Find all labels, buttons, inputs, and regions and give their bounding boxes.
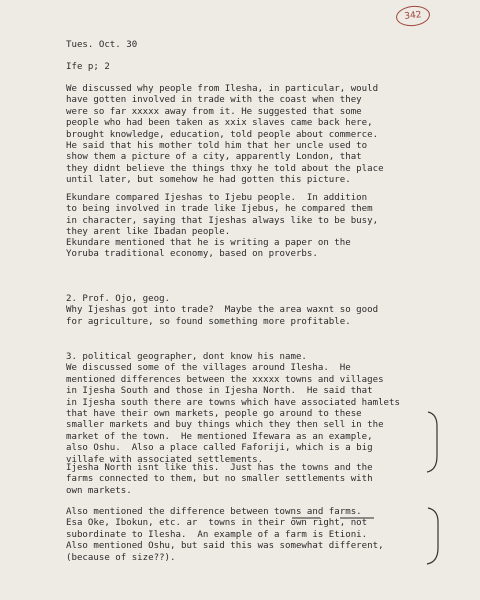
underline-towns-farms: [290, 517, 380, 521]
margin-bracket-mark: [425, 504, 445, 568]
date-line: Tues. Oct. 30: [66, 40, 138, 50]
handwritten-page-number: 342: [395, 4, 431, 27]
section-political-geographer: 3. political geographer, dont know his name. We discussed some of the villages around Ilesha. He mentioned differences between the xxxxx towns and villages in Ijesha South and those in Ijesha North. He said that in Ijesha south there are towns which have associated hamlets that have their own markets, people go around to these smaller markets and buy things which they then sell in the market of the town. He mentioned Ifewara as an example, also Oshu. Also a place called Faforiji, which is a big villafe with associated settlements.: [66, 352, 400, 465]
reference-line: Ife p; 2: [66, 62, 110, 72]
paragraph-towns-farms: Also mentioned the difference between towns and farms. Esa Oke, Ibokun, etc. ar towns in their own right, not subordinate to Ilesha. An example of a farm is Etioni. Also mentioned Oshu, but said this was somewhat different, (because of size??).: [66, 507, 384, 563]
paragraph-ijesha-north: Ijesha North isnt like this. Just has the towns and the farms connected to them, but no smaller settlements with own markets.: [66, 463, 373, 496]
paragraph-ekundare-ijebu: Ekundare compared Ijeshas to Ijebu people. In addition to being involved in trade like Ijebus, he compared them in character, saying that Ijeshas always like to be busy, they arent like Ibadan people.: [66, 193, 379, 238]
paragraph-ekundare-paper: Ekundare mentioned that he is writing a paper on the Yoruba traditional economy, based on proverbs.: [66, 238, 351, 260]
paragraph-trade-coast: We discussed why people from Ilesha, in particular, would have gotten involved in trade with the coast when they were so far xxxxx away from it. He suggested that some people who had been taken as xxix slaves came back here, brought knowledge, education, told people about commerce. He said that his mother told him that her uncle used to show them a picture of a city, apparently London, that they didnt believe the things thxy he told about the place until later, but somehow he had gotten this picture.: [66, 84, 384, 186]
margin-bracket-mark: [425, 408, 445, 478]
section-prof-ojo: 2. Prof. Ojo, geog. Why Ijeshas got into trade? Maybe the area waxnt so good for agriculture, so found something more profitable.: [66, 294, 379, 327]
